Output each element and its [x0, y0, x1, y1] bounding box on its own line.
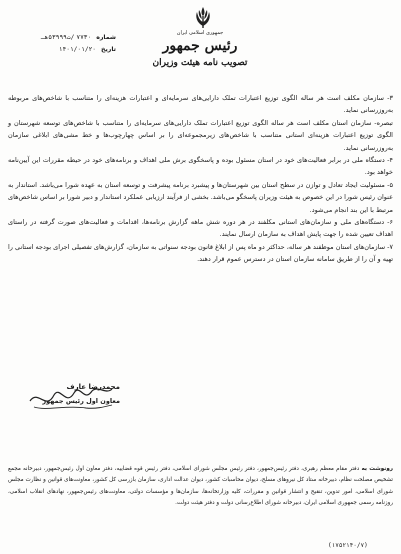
brand-subtitle: تصویب نامه هیئت وزیران	[152, 58, 248, 68]
paragraph-5: ۵- مسئولیت ایجاد تعادل و توازن در سطح استان بین شهرستان‌ها و پیشبرد برنامه پیشرفت و توسعه استان به عهده شورا می‌باشد. استاندار به عنوان رئیس شورا در این خصوص به هیئت وزیران پاسخگو می‌باشد. بخشی از فرآیند ارزیابی عملکرد استاندار و دبیر شورا بر اساس شاخص‌های مرتبط با این بند انجام می‌شود.	[8, 180, 393, 214]
copies-label: رونوشت به	[361, 466, 394, 472]
date-value: ۱۴۰۱/۰۱/۲۰	[58, 46, 97, 53]
number-label: شماره	[96, 34, 116, 41]
decree-body	[8, 92, 393, 266]
copies-section	[8, 464, 393, 509]
iran-emblem-icon	[192, 6, 214, 30]
paragraph-6: ۶- دستگاه‌های ملی و سازمان‌های استانی مکلفند در هر دوره شش ماهه گزارش برنامه‌ها، اقدامات و فعالیت‌های صورت گرفته در راستای اهداف تعیین شده را جهت پایش اهداف به سازمان ارسال نمایند.	[8, 218, 393, 239]
copies-text: دفتر مقام معظم رهبری، دفتر رئیس‌جمهور، دفتر رئیس مجلس شورای اسلامی، دفتر رئیس قوه قضاییه، دفتر معاون اول رئیس‌جمهور، دبیرخانه مجمع تشخیص مصلحت نظام، دبیرخانه ستاد کل نیروهای مسلح، دیوان محاسبات کشور، دیوان عدالت اداری، سازمان بازرسی کل کشور، معاونت‌های قوانین و نظارت مجلس شورای اسلامی، امور تدوین، تنقیح و انتشار قوانین و مقررات، کلیه وزارتخانه‌ها، سازمان‌ها و مؤسسات دولتی، معاونت‌های رئیس‌جمهور، نهادهای انقلاب اسلامی، روزنامه رسمی جمهوری اسلامی ایران، دبیرخانه شورای اطلاع‌رسانی دولت و دفتر هیئت دولت.	[8, 466, 393, 506]
paragraph-note: تبصره- سازمان استان مکلف است هر ساله الگوی توزیع اعتبارات تملک دارایی‌های سرمایه‌ای را متناسب با شاخص‌های توسعه شهرستان و الگوی توزیع اعتبارات هزینه‌ای استانی متناسب با شاخص‌های زیرمجموعه‌ای را بر اساس چهارچوب‌ها و خط مشی‌های ابلاغی سازمان به‌روزرسانی نماید.	[8, 118, 393, 152]
number-value: ۷۷۳۰	[76, 34, 92, 41]
brand-title: رئیس جمهور	[162, 38, 238, 54]
letter-date	[6, 46, 116, 53]
signatory-name: محمدرضا عارف	[66, 383, 120, 391]
paragraph-7: ۷- سازمان‌های استان موظفند هر ساله، حداکثر دو ماه پس از ابلاغ قانون بودجه سنواتی به سازمان، گزارش‌های تفصیلی اجرای بودجه استانی را تهیه و آن را از طریق سامانه سازمان استان در دسترس عموم قرار دهند.	[8, 242, 393, 264]
paragraph-4: ۴- دستگاه ملی در برابر فعالیت‌های خود در استان مسئول بوده و پاسخگوی برش ملی اهداف و برنامه‌های خود در حیطه مقررات این آیین‌نامه خواهد بود.	[8, 156, 393, 177]
document-code: (۱۷۵۲۱۴۰/۷)	[328, 542, 368, 549]
letter-number	[6, 34, 116, 41]
signatory-title: معاون اول رئیس جمهور	[42, 397, 120, 405]
date-label: تاریخ	[101, 46, 116, 53]
paragraph-3: ۳- سازمان مکلف است هر ساله الگوی توزیع اعتبارات تملک دارایی‌های سرمایه‌ای و اعتبارات هزینه‌ای را متناسب با شاخص‌های مربوطه به‌روزرسانی نماید.	[8, 94, 393, 115]
number-suffix: /ت۵۳۹۹۹هـ	[40, 34, 75, 41]
brand-country: جمهوری اسلامی ایران	[176, 30, 224, 36]
